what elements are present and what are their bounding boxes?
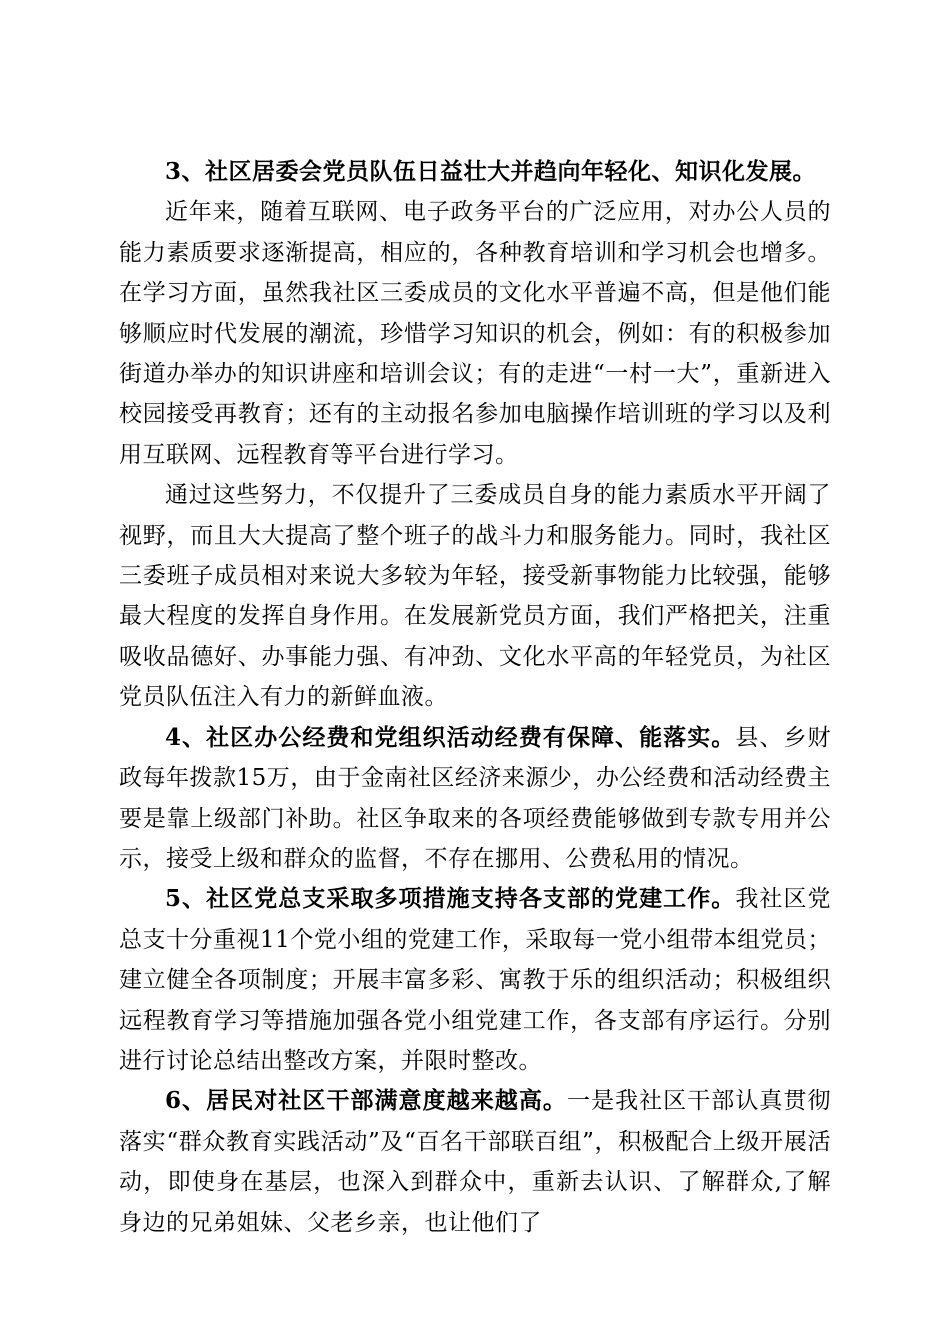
section-4-body: 县、乡财政每年拨款15万，由于金南社区经济来源少，办公经费和活动经费主要是靠上级部门补助。社区争取来的各项经费能够做到专款专用并公示，接受上级和群众的监督，不存在挪用、公费私用的情况。 xyxy=(119,724,831,872)
body-paragraph-efforts xyxy=(119,475,831,717)
section-6-body: 一是我社区干部认真贯彻落实“群众教育实践活动”及“百名干部联百组”，积极配合上级开展活动，即使身在基层，也深入到群众中，重新去认识、了解群众,了解身边的兄弟姐妹、父老乡亲，也让他们了 xyxy=(119,1088,832,1236)
section-5-paragraph xyxy=(119,879,831,1081)
section-6-paragraph xyxy=(119,1081,831,1243)
section-4-paragraph xyxy=(119,718,831,880)
body-paragraph-learning xyxy=(119,192,831,475)
section-3-heading: 3、社区居委会党员队伍日益壮大并趋向年轻化、知识化发展。 xyxy=(165,158,817,185)
section-5-heading: 5、社区党总支采取多项措施支持各支部的党建工作。 xyxy=(165,885,736,913)
document-page xyxy=(119,152,831,1243)
section-4-heading: 4、社区办公经费和党组织活动经费有保障、能落实。 xyxy=(165,723,736,751)
body-paragraph-learning-text: 近年来，随着互联网、电子政务平台的广泛应用，对办公人员的能力素质要求逐渐提高，相应的，各种教育培训和学习机会也增多。在学习方面，虽然我社区三委成员的文化水平普遍不高，但是他们能够顺应时代发展的潮流，珍惜学习知识的机会，例如：有的积极参加街道办举办的知识讲座和培训会议；有的走进“一村一大”，重新进入校园接受再教育；还有的主动报名参加电脑操作培训班的学习以及利用互联网、远程教育等平台进行学习。 xyxy=(119,199,831,468)
body-paragraph-efforts-text: 通过这些努力，不仅提升了三委成员自身的能力素质水平开阔了视野，而且大大提高了整个班子的战斗力和服务能力。同时，我社区三委班子成员相对来说大多较为年轻，接受新事物能力比较强，能够最大程度的发挥自身作用。在发展新党员方面，我们严格把关，注重吸收品德好、办事能力强、有冲劲、文化水平高的年轻党员，为社区党员队伍注入有力的新鲜血液。 xyxy=(119,482,831,711)
section-5-body: 我社区党总支十分重视11个党小组的党建工作，采取每一党小组带本组党员；建立健全各项制度；开展丰富多彩、寓教于乐的组织活动；积极组织远程教育学习等措施加强各党小组党建工作，各支部有序运行。分别进行讨论总结出整改方案，并限时整改。 xyxy=(119,886,831,1074)
section-3-paragraph xyxy=(119,152,831,192)
section-6-heading: 6、居民对社区干部满意度越来越高。 xyxy=(165,1087,567,1115)
